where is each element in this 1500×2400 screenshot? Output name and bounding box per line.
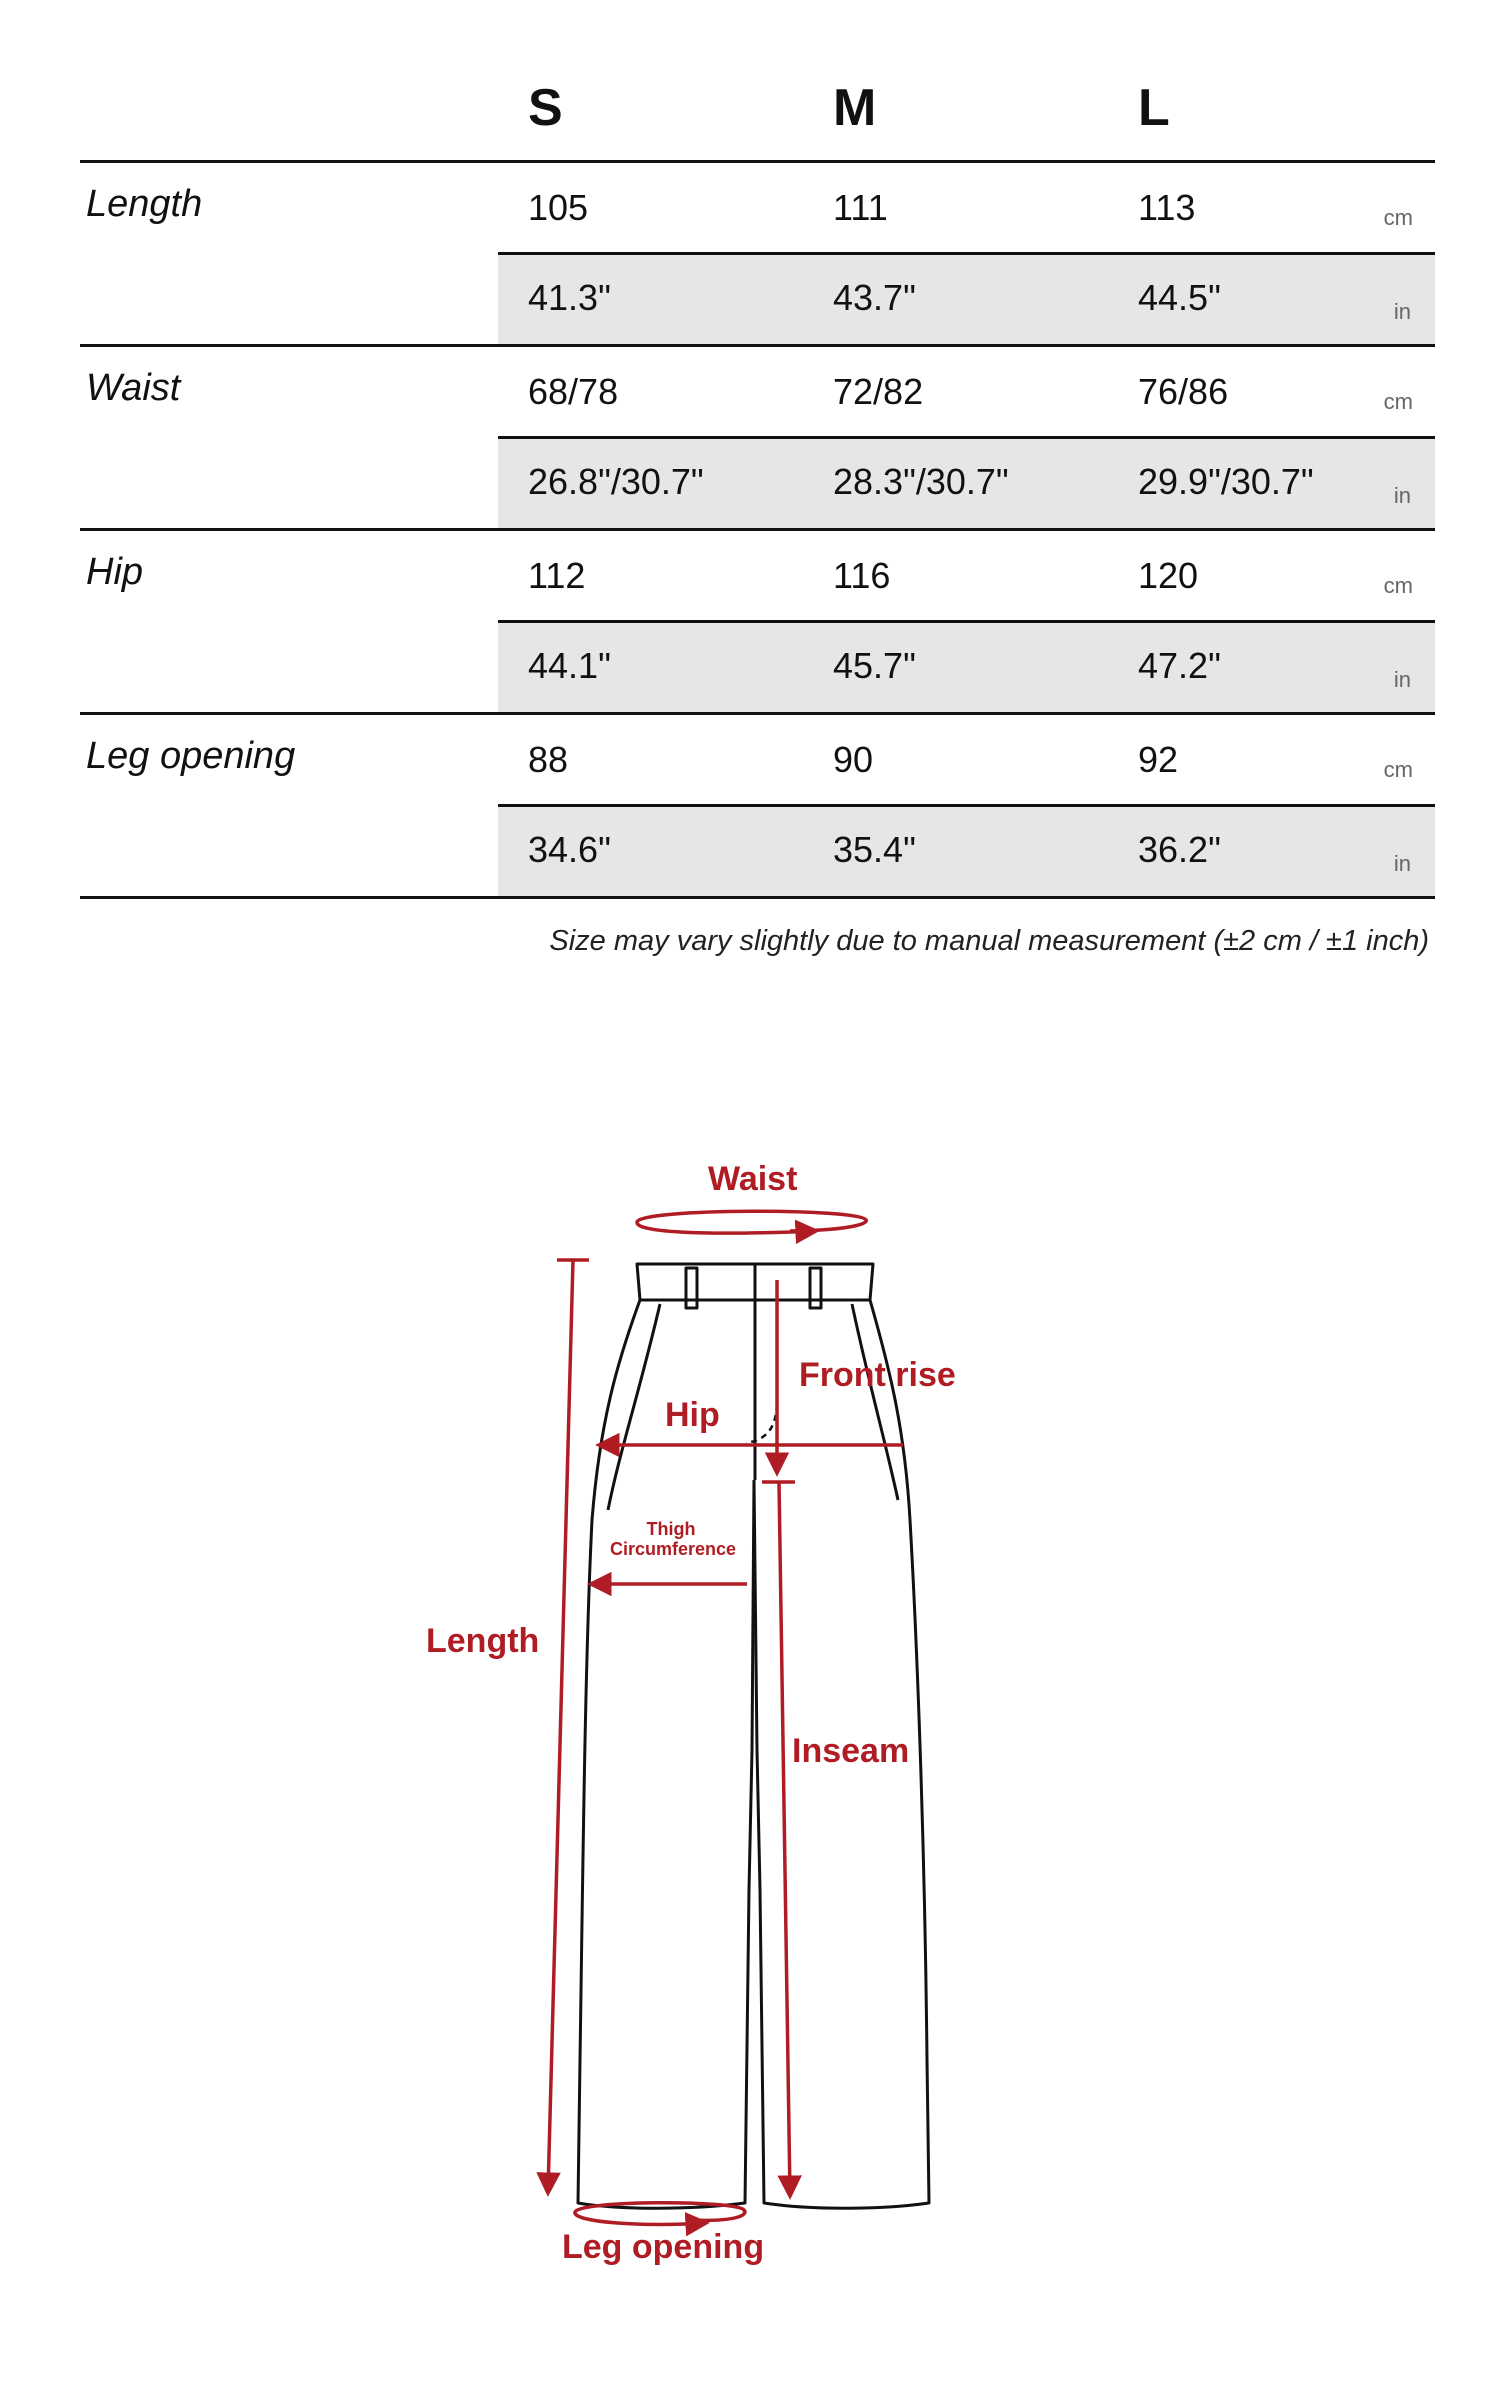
size-header-row [80,60,1435,163]
label-length: Length [426,1622,540,1660]
value-s-in: 41.3" [528,277,611,318]
row-in [498,804,1435,896]
value-s-cm: 112 [528,555,586,596]
value-l-cm: 113 [1138,187,1196,228]
value-s-in: 44.1" [528,645,611,686]
unit-in: in [1393,667,1411,692]
size-column-l: L [1138,79,1170,137]
value-m-cm: 90 [833,739,874,780]
pants-measurement-diagram [0,1100,1500,2300]
measurement-label: Hip [86,551,144,593]
label-leg-opening: Leg opening [562,2228,765,2266]
pants-diagram-svg [0,1100,1500,2300]
value-s-in: 34.6" [528,829,611,870]
row-cm [498,531,1435,620]
size-chart-table [80,60,1435,957]
belt-loop [686,1268,697,1308]
value-s-in: 26.8"/30.7" [528,461,704,502]
pocket-left [608,1304,660,1510]
row-in [498,252,1435,344]
leg-opening-arrow [575,2203,745,2225]
inseam-arrow [779,1482,790,2195]
measurement-hip [80,531,1435,715]
belt-loop [810,1268,821,1308]
value-l-in: 44.5" [1138,277,1221,318]
value-s-cm: 105 [528,187,589,228]
size-column-m: M [833,79,877,137]
label-waist: Waist [708,1160,798,1198]
value-m-cm: 116 [833,555,891,596]
left-leg [578,1300,754,2208]
unit-cm: cm [1383,573,1413,598]
length-arrow [548,1260,573,2192]
row-in [498,436,1435,528]
measurement-note: Size may vary slightly due to manual measurement (±2 cm / ±1 inch) [549,925,1429,957]
measurement-waist [80,347,1435,531]
measurement-label: Waist [86,367,181,409]
value-m-in: 43.7" [833,277,916,318]
label-front-rise: Front rise [799,1356,956,1394]
label-inseam: Inseam [792,1732,910,1770]
value-m-cm: 72/82 [833,371,924,412]
row-cm [498,715,1435,804]
fly-stitch [746,1305,777,1443]
value-l-cm: 92 [1138,739,1179,780]
pocket-right [852,1304,898,1500]
measurement-label: Leg opening [86,735,296,777]
value-l-in: 47.2" [1138,645,1221,686]
measurement-leg-opening [80,715,1435,899]
label-thigh-line1: Thigh [646,1519,696,1539]
value-l-in: 29.9"/30.7" [1138,461,1314,502]
value-l-cm: 76/86 [1138,371,1229,412]
label-thigh-line2: Circumference [609,1539,737,1559]
value-m-in: 28.3"/30.7" [833,461,1009,502]
waist-arrow [637,1211,866,1233]
size-column-s: S [528,79,563,137]
unit-in: in [1393,483,1411,508]
unit-in: in [1393,299,1411,324]
measurement-length [80,163,1435,347]
value-l-cm: 120 [1138,555,1199,596]
value-s-cm: 88 [528,739,569,780]
label-hip: Hip [665,1396,720,1434]
value-s-cm: 68/78 [528,371,619,412]
value-m-cm: 111 [833,187,888,228]
unit-cm: cm [1383,389,1413,414]
measurement-label: Length [86,183,203,225]
unit-in: in [1393,851,1411,876]
value-l-in: 36.2" [1138,829,1221,870]
row-cm [498,347,1435,436]
row-in [498,620,1435,712]
value-m-in: 35.4" [833,829,916,870]
unit-cm: cm [1383,205,1413,230]
value-m-in: 45.7" [833,645,916,686]
unit-cm: cm [1383,757,1413,782]
row-cm [498,163,1435,252]
